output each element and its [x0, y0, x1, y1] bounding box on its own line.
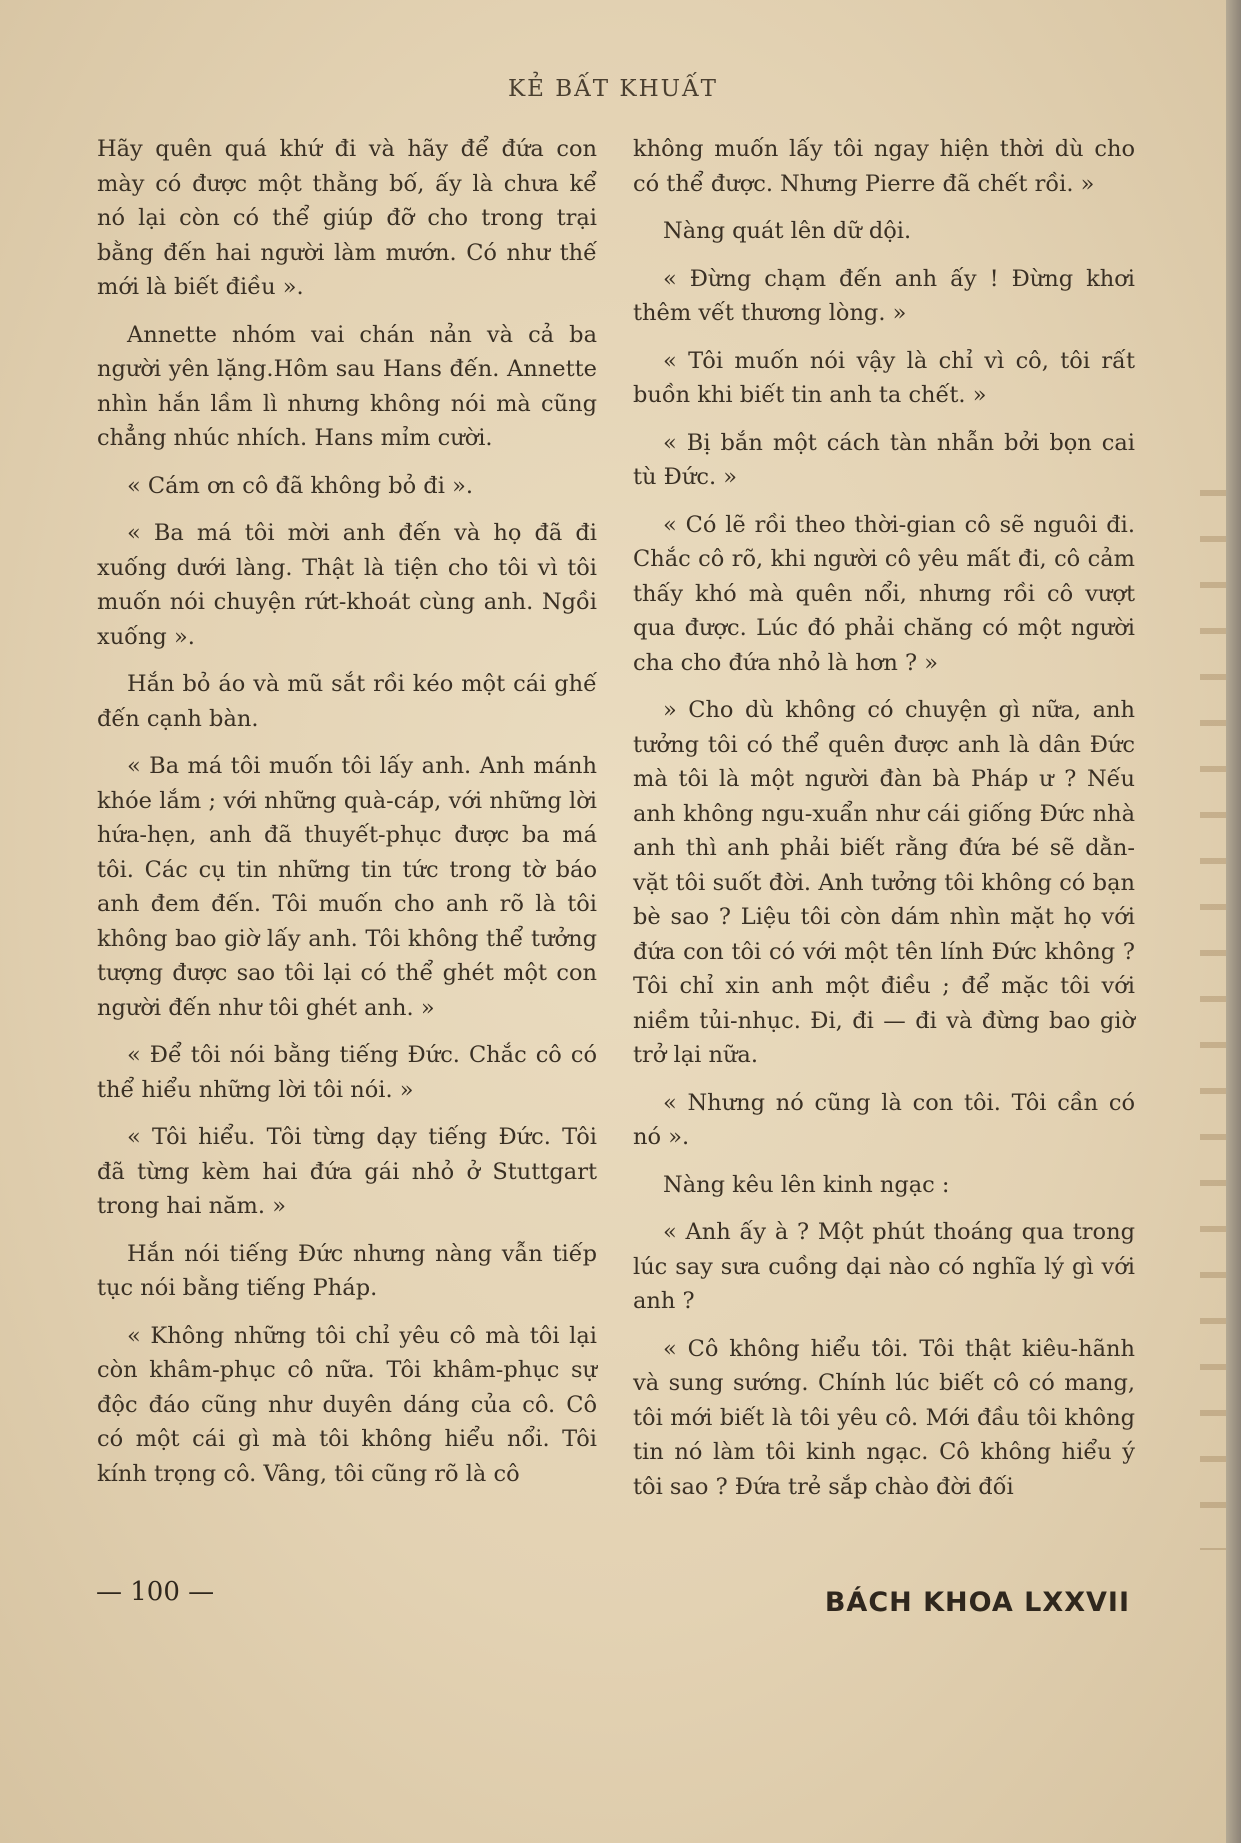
- running-title: KẺ BẤT KHUẤT: [507, 76, 719, 102]
- paragraph: « Cám ơn cô đã không bỏ đi ».: [127, 472, 473, 499]
- paragraph: Hắn nói tiếng Đức nhưng nàng vẫn tiếp tục nói bằng tiếng Pháp.: [97, 1240, 597, 1301]
- paragraph: « Ba má tôi muốn tôi lấy anh. Anh mánh khóe lắm ; với những quà-cáp, với những lời hứa-hẹn, anh đã thuyết-phục được ba má tôi. Các cụ tin những tin tức trong tờ báo anh đem đến. Tôi muốn cho anh rõ là tôi không bao giờ lấy anh. Tôi không thể tưởng tượng được sao tôi lại có thể ghét một con người đến như tôi ghét anh. »: [97, 753, 597, 1021]
- paragraph: Nàng quát lên dữ dội.: [663, 218, 912, 244]
- paragraph: Hãy quên quá khứ đi và hãy để đứa con mày có được một thằng bố, ấy là chưa kể nó lại còn có thể giúp đỡ cho trong trại bằng đến hai người làm mướn. Có như thế mới là biết điều ».: [97, 136, 597, 300]
- paragraph: « Không những tôi chỉ yêu cô mà tôi lại còn khâm-phục cô nữa. Tôi khâm-phục sự độc đáo cũng như duyên dáng của cô. Cô có một cái gì mà tôi không hiểu nổi. Tôi kính trọng cô. Vâng, tôi cũng rõ là cô: [97, 1322, 597, 1487]
- paragraph: Hắn bỏ áo và mũ sắt rồi kéo một cái ghế đến cạnh bàn.: [97, 671, 597, 732]
- paragraph: » Cho dù không có chuyện gì nữa, anh tưởng tôi có thể quên được anh là dân Đức mà tôi là một người đàn bà Pháp ư ? Nếu anh không ngu-xuẩn như cái giống Đức nhà anh thì anh phải biết rằng đứa bé sẽ dằn-vặt tôi suốt đời. Anh tưởng tôi không có bạn bè sao ? Liệu tôi còn dám nhìn mặt họ với đứa con tôi có với một tên lính Đức không ? Tôi chỉ xin anh một điều ; để mặc tôi với niềm tủi-nhục. Đi, đi — đi và đừng bao giờ trở lại nữa.: [633, 697, 1135, 1068]
- right-column: [633, 132, 1135, 1517]
- paragraph: « Nhưng nó cũng là con tôi. Tôi cần có nó ».: [633, 1089, 1135, 1150]
- paragraph: Nàng kêu lên kinh ngạc :: [663, 1171, 950, 1198]
- page-edge-stains: [1200, 450, 1226, 1550]
- paragraph: « Có lẽ rồi theo thời-gian cô sẽ nguôi đi. Chắc cô rõ, khi người cô yêu mất đi, cô cảm thấy khó mà quên nổi, nhưng rồi cô vượt qua được. Lúc đó phải chăng có một người cha cho đứa nhỏ là hơn ? »: [633, 511, 1135, 676]
- paragraph: Annette nhóm vai chán nản và cả ba người yên lặng.Hôm sau Hans đến. Annette nhìn hắn lầm lì nhưng không nói mà cũng chẳng nhúc nhích. Hans mỉm cười.: [97, 321, 597, 451]
- page-number: — 100 —: [96, 1577, 215, 1607]
- paragraph: « Anh ấy à ? Một phút thoáng qua trong lúc say sưa cuồng dại nào có nghĩa lý gì với anh ?: [633, 1219, 1135, 1314]
- paragraph: « Để tôi nói bằng tiếng Đức. Chắc cô có thể hiểu những lời tôi nói. »: [97, 1042, 597, 1103]
- paragraph: « Tôi muốn nói vậy là chỉ vì cô, tôi rất buồn khi biết tin anh ta chết. »: [633, 347, 1135, 408]
- paragraph: « Tôi hiểu. Tôi từng dạy tiếng Đức. Tôi đã từng kèm hai đứa gái nhỏ ở Stuttgart trong hai năm. »: [97, 1124, 597, 1219]
- scan-border: [1226, 0, 1241, 1843]
- paragraph: « Ba má tôi mời anh đến và họ đã đi xuống dưới làng. Thật là tiện cho tôi vì tôi muốn nói chuyện rứt-khoát cùng anh. Ngồi xuống ».: [97, 520, 597, 650]
- paragraph: không muốn lấy tôi ngay hiện thời dù cho có thể được. Nhưng Pierre đã chết rồi. »: [633, 136, 1135, 197]
- magazine-footer: BÁCH KHOA LXXVII: [824, 1587, 1130, 1618]
- left-column: [97, 132, 597, 1504]
- paragraph: « Cô không hiểu tôi. Tôi thật kiêu-hãnh và sung sướng. Chính lúc biết cô có mang, tôi mới biết là tôi yêu cô. Mới đầu tôi không tin nó làm tôi kinh ngạc. Cô không hiểu ý tôi sao ? Đứa trẻ sắp chào đời đối: [633, 1335, 1135, 1500]
- paragraph: « Đừng chạm đến anh ấy ! Đừng khơi thêm vết thương lòng. »: [633, 265, 1135, 326]
- paragraph: « Bị bắn một cách tàn nhẫn bởi bọn cai tù Đức. »: [633, 429, 1135, 490]
